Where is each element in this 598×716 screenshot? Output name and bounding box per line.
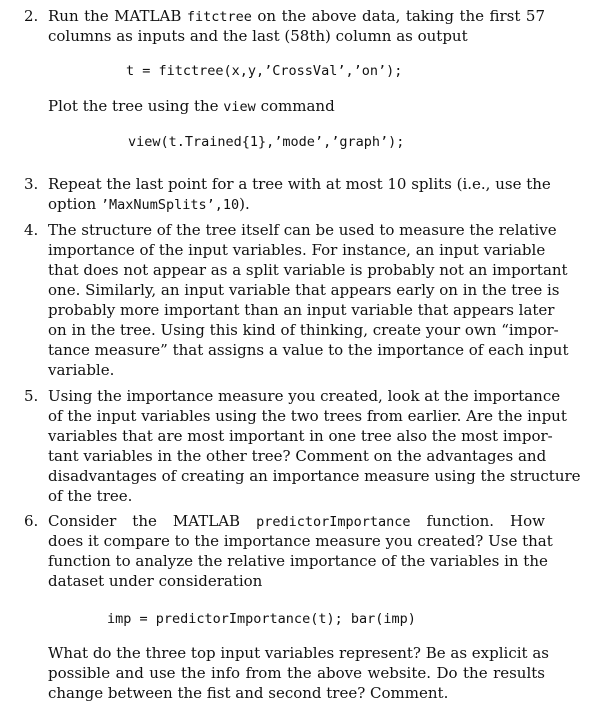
- item-text: [48, 174, 551, 214]
- text-line: importance of the input variables. For instance, an input variable: [48, 241, 546, 259]
- code-block-fitctree: t = fitctree(x,y,’CrossVal’,’on’);: [126, 63, 403, 79]
- text-line: of the input variables using the two trees from earlier. Are the input: [48, 407, 567, 425]
- text-line: one. Similarly, an input variable that appears early on in the tree is: [48, 281, 560, 299]
- inline-code: view: [223, 99, 256, 115]
- text-line: The structure of the tree itself can be used to measure the relative: [48, 221, 557, 239]
- item-text: [48, 220, 569, 380]
- text-line: columns as inputs and the last (58th) column as output: [48, 27, 468, 45]
- item-number: 3.: [24, 175, 39, 193]
- text-line: dataset under consideration: [48, 572, 263, 590]
- text-line: Run the MATLAB fitctree on the above data, taking the first 57: [48, 7, 545, 25]
- text-line: option ’MaxNumSplits’,10).: [48, 195, 250, 213]
- item-text: [48, 386, 581, 506]
- text-line: Consider the MATLAB predictorImportance function. How: [48, 512, 546, 530]
- text-line: does it compare to the importance measure you created? Use that: [48, 532, 553, 550]
- item-number: 2.: [24, 7, 39, 25]
- text-line: What do the three top input variables represent? Be as explicit as: [48, 644, 549, 662]
- item-number: 5.: [24, 387, 39, 405]
- item-text: [48, 511, 553, 591]
- item-number: 6.: [24, 512, 39, 530]
- text-line: change between the fist and second tree? Comment.: [48, 684, 449, 702]
- code-block-predictor-importance: imp = predictorImportance(t); bar(imp): [107, 611, 416, 627]
- text-line: Using the importance measure you created, look at the importance: [48, 387, 561, 405]
- text-line: disadvantages of creating an importance measure using the structure: [48, 467, 581, 485]
- text-line: on in the tree. Using this kind of thinking, create your own “impor-: [48, 321, 559, 339]
- text-line: variable.: [48, 361, 115, 379]
- plot-instruction: Plot the tree using the view command: [48, 97, 335, 115]
- text-line: tant variables in the other tree? Comment on the advantages and: [48, 447, 547, 465]
- closing-question: [48, 643, 549, 703]
- text-line: tance measure” that assigns a value to the importance of each input: [48, 341, 569, 359]
- text-line: variables that are most important in one tree also the most impor-: [48, 427, 553, 445]
- inline-code: fitctree: [186, 9, 252, 25]
- text-line: probably more important than an input variable that appears later: [48, 301, 555, 319]
- inline-code: predictorImportance: [256, 514, 411, 530]
- text-line: function to analyze the relative importance of the variables in the: [48, 552, 548, 570]
- code-block-view: view(t.Trained{1},’mode’,’graph’);: [128, 134, 405, 150]
- text-line: that does not appear as a split variable is probably not an important: [48, 261, 568, 279]
- text-line: Repeat the last point for a tree with at most 10 splits (i.e., use the: [48, 175, 551, 193]
- text-line: possible and use the info from the above website. Do the results: [48, 664, 545, 682]
- inline-code: ’MaxNumSplits’,10: [100, 197, 240, 213]
- item-text: [48, 6, 545, 46]
- text-line: of the tree.: [48, 487, 133, 505]
- item-number: 4.: [24, 221, 39, 239]
